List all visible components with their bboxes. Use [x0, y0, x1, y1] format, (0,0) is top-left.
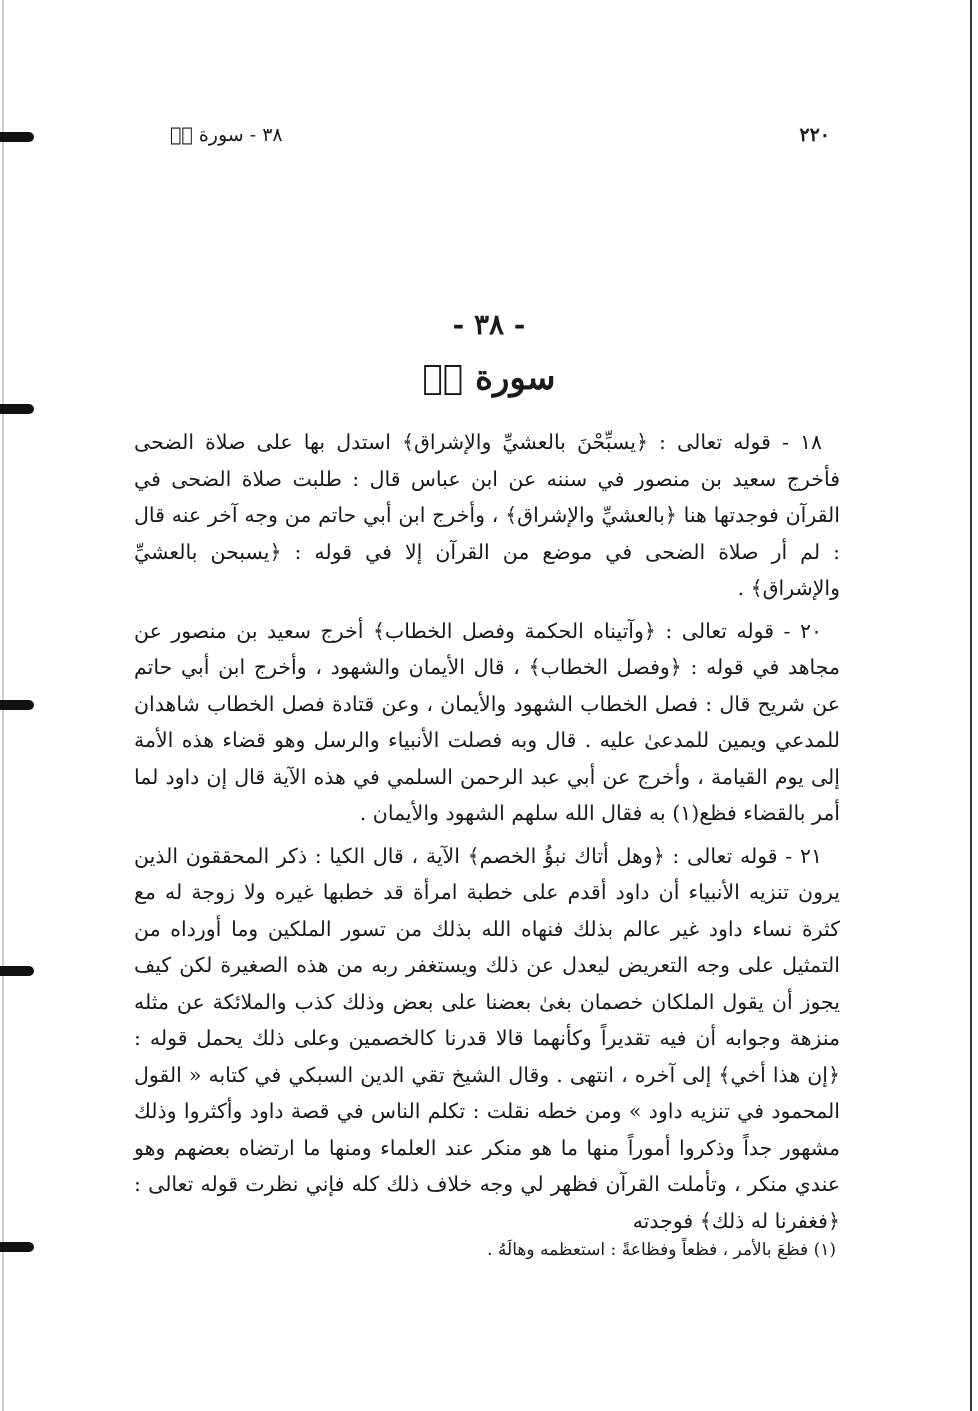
scan-right-edge [970, 0, 972, 1411]
page-header [140, 124, 840, 154]
scan-edge-mark [0, 404, 34, 414]
surah-number: - ٣٨ - [452, 308, 526, 341]
surah-title: سورة صۤ [422, 358, 556, 398]
scan-edge-mark [0, 132, 34, 142]
page-number: ٢٢٠ [799, 124, 830, 146]
footnote: (١) فظعَ بالأمر ، فظعاً وفظاعةً : استعظمه وهالَهُ . [487, 1240, 836, 1260]
paragraph-verse-20: ٢٠ - قوله تعالى : ﴿وآتيناه الحكمة وفصل الخطاب﴾ أخرج سعيد بن منصور عن مجاهد في قوله : ﴿وفصل الخطاب﴾ ، قال الأيمان والشهود ، وأخرج ابن أبي حاتم عن شريح قال : فصل الخطاب الشهود والأيمان ، وعن قتادة فصل الخطاب شاهدان للمدعي ويمين للمدعىٰ عليه . قال وبه فصلت الأنبياء والرسل وهو قضاء هذه الأمة إلى يوم القيامة ، وأخرج عن أبي عبد الرحمن السلمي في هذه الآية قال إن داود لما أمر بالقضاء فظع(١) به فقال الله سلهم الشهود والأيمان . [134, 618, 840, 825]
main-text [134, 424, 840, 1245]
scan-edge-mark [0, 700, 34, 710]
footnote-separator [560, 1228, 840, 1229]
scan-edge-mark [0, 1242, 34, 1252]
paragraph-verse-21: ٢١ - قوله تعالى : ﴿وهل أتاك نبؤُ الخصم﴾ الآية ، قال الكيا : ذكر المحققون الذين يرون تنزيه الأنبياء أن داود أقدم على خطبة امرأة قد خطبها غيره ولا زوجة له مع كثرة نساء داود غير عالم بذلك فنهاه الله بذلك من تسور الملكين وما أورداه من التمثيل على وجه التعريض ليعدل عن ذلك ويستغفر ربه من هذه الصغيرة لكن كيف يجوز أن يقول الملكان خصمان بغىٰ بعضنا على بعض وذلك كذب والملائكة عن مثله منزهة وجوابه أن فيه تقديراً وكأنهما قالا قدرنا كالخصمين وعلى ذلك يحمل قوله : ﴿إن هذا أخي﴾ إلى آخره ، انتهى . وقال الشيخ تقي الدين السبكي في كتابه « القول المحمود في تنزيه داود » ومن خطه نقلت : تكلم الناس في قصة داود وأكثروا وذلك مشهور جداً وذكروا أموراً منها ما هو منكر عند العلماء ومنها ما ارتضاه بعضهم وهو عندي منكر ، وتأملت القرآن فظهر لي وجه خلاف ذلك كله فإني نظرت قوله تعالى : ﴿فغفرنا له ذلك﴾ فوجدته [134, 843, 840, 1233]
scan-edge-mark [0, 966, 34, 976]
paragraph-verse-18: ١٨ - قوله تعالى : ﴿يسبِّحْنَ بالعشيِّ والإشراق﴾ استدل بها على صلاة الضحى فأخرج سعيد بن منصور في سننه عن ابن عباس قال : طلبت صلاة الضحى في القرآن فوجدتها هنا ﴿بالعشيِّ والإشراق﴾ ، وأخرج ابن أبي حاتم من وجه آخر عنه قال : لم أر صلاة الضحى في موضع من القرآن إلا في قوله : ﴿يسبحن بالعشيِّ والإشراق﴾ . [134, 430, 840, 600]
running-title: ٣٨ - سورة صۤ [170, 124, 283, 146]
